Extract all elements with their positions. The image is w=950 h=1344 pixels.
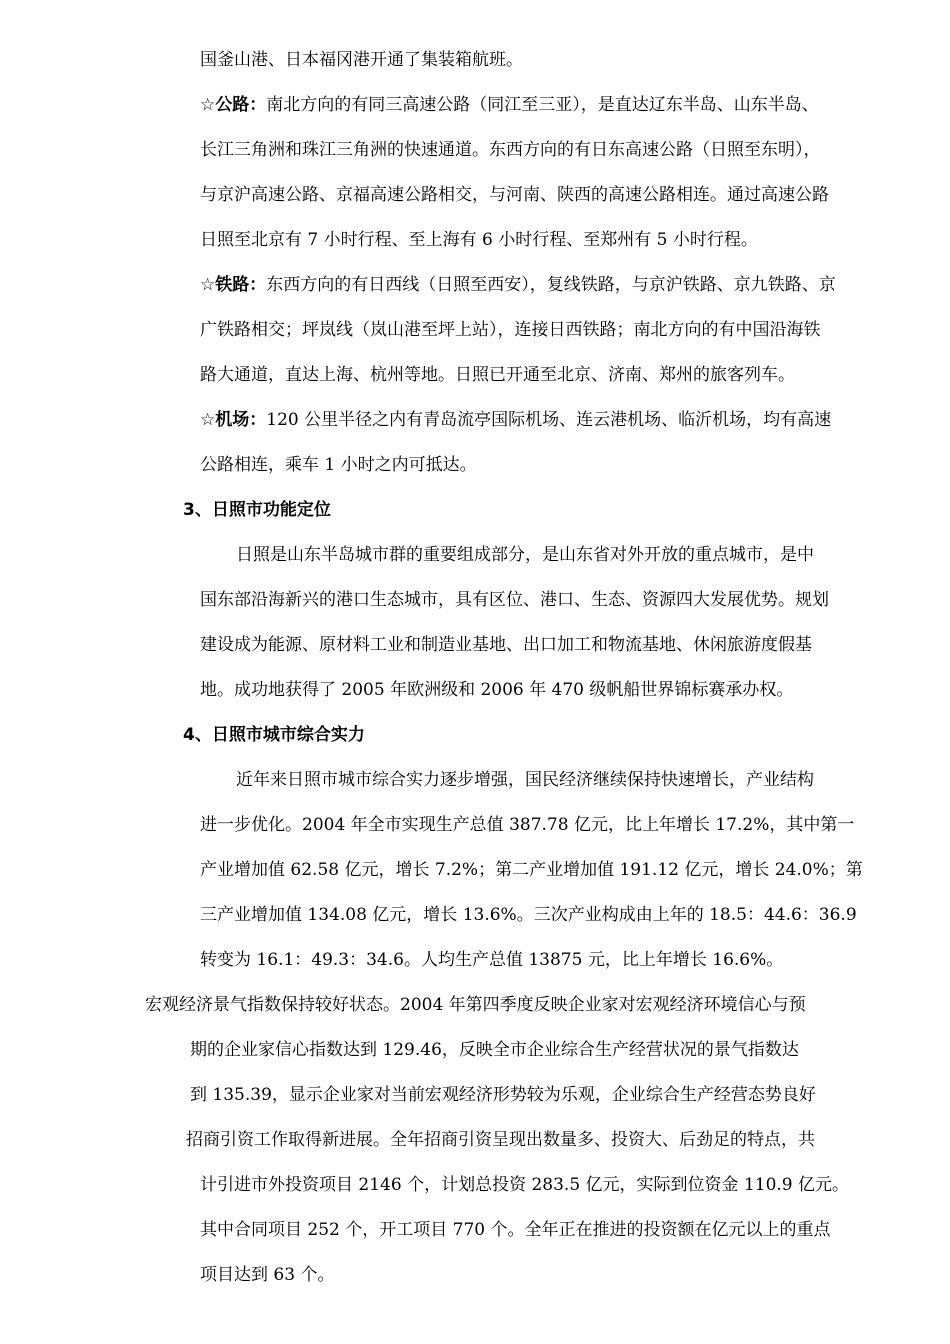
highway-line-3: 与京沪高速公路、京福高速公路相交，与河南、陕西的高速公路相连。通过高速公路: [200, 185, 829, 205]
section-3-heading: 3、日照市功能定位: [183, 500, 331, 520]
investment-line: 其中合同项目 252 个，开工项目 770 个。全年正在推进的投资额在亿元以上的重点: [200, 1220, 831, 1240]
climate-line: 宏观经济景气指数保持较好状态。2004 年第四季度反映企业家对宏观经济环境信心与预: [145, 995, 806, 1015]
investment-line: 计引进市外投资项目 2146 个，计划总投资 283.5 亿元，实际到位资金 110.9 亿元。: [200, 1175, 850, 1195]
climate-line: 到 135.39，显示企业家对当前宏观经济形势较为乐观，企业综合生产经营态势良好: [190, 1085, 816, 1105]
highway-line-1: [200, 93, 890, 117]
climate-line: 期的企业家信心指数达到 129.46，反映全市企业综合生产经营状况的景气指数达: [190, 1040, 799, 1060]
airport-text: 120 公里半径之内有青岛流亭国际机场、连云港机场、临沂机场，均有高速: [266, 410, 832, 430]
section-4-line: 转变为 16.1：49.3：34.6。人均生产总值 13875 元，比上年增长 16.6%。: [200, 950, 784, 970]
section-4-line: 近年来日照市城市综合实力逐步增强，国民经济继续保持快速增长，产业结构: [236, 770, 814, 790]
airport-line-1: [200, 408, 890, 432]
section-3-line: 国东部沿海新兴的港口生态城市，具有区位、港口、生态、资源四大发展优势。规划: [200, 590, 829, 610]
section-3-line: 建设成为能源、原材料工业和制造业基地、出口加工和物流基地、休闲旅游度假基: [200, 635, 812, 655]
highway-line-2: 长江三角洲和珠江三角洲的快速通道。东西方向的有日东高速公路（日照至东明），: [200, 140, 821, 160]
section-4-line: 产业增加值 62.58 亿元，增长 7.2%；第二产业增加值 191.12 亿元，增长 24.0%；第: [200, 860, 863, 880]
airport-label: ☆机场：: [200, 410, 267, 430]
highway-text: 南北方向的有同三高速公路（同江至三亚），是直达辽东半岛、山东半岛、: [266, 95, 819, 115]
section-4-line: 进一步优化。2004 年全市实现生产总值 387.78 亿元，比上年增长 17.2%，其中第一: [200, 815, 855, 835]
railway-line-3: 路大通道，直达上海、杭州等地。日照已开通至北京、济南、郑州的旅客列车。: [200, 365, 795, 385]
investment-line: 项目达到 63 个。: [200, 1265, 335, 1285]
railway-label: ☆铁路：: [200, 275, 267, 295]
paragraph-line: 国釜山港、日本福冈港开通了集装箱航班。: [200, 50, 523, 70]
section-3-line: 日照是山东半岛城市群的重要组成部分，是山东省对外开放的重点城市，是中: [236, 545, 814, 565]
railway-line-1: [200, 273, 890, 297]
investment-line: 招商引资工作取得新进展。全年招商引资呈现出数量多、投资大、后劲足的特点，共: [186, 1130, 815, 1150]
section-3-line: 地。成功地获得了 2005 年欧洲级和 2006 年 470 级帆船世界锦标赛承办权。: [200, 680, 794, 700]
airport-line-2: 公路相连，乘车 1 小时之内可抵达。: [200, 455, 477, 475]
highway-label: ☆公路：: [200, 95, 267, 115]
section-4-line: 三产业增加值 134.08 亿元，增长 13.6%。三次产业构成由上年的 18.5：44.6：36.9: [200, 905, 857, 925]
railway-text: 东西方向的有日西线（日照至西安），复线铁路，与京沪铁路、京九铁路、京: [266, 275, 836, 295]
highway-line-4: 日照至北京有 7 小时行程、至上海有 6 小时行程、至郑州有 5 小时行程。: [200, 230, 758, 250]
section-4-heading: 4、日照市城市综合实力: [183, 725, 365, 745]
railway-line-2: 广铁路相交；坪岚线（岚山港至坪上站），连接日西铁路；南北方向的有中国沿海铁: [200, 320, 821, 340]
